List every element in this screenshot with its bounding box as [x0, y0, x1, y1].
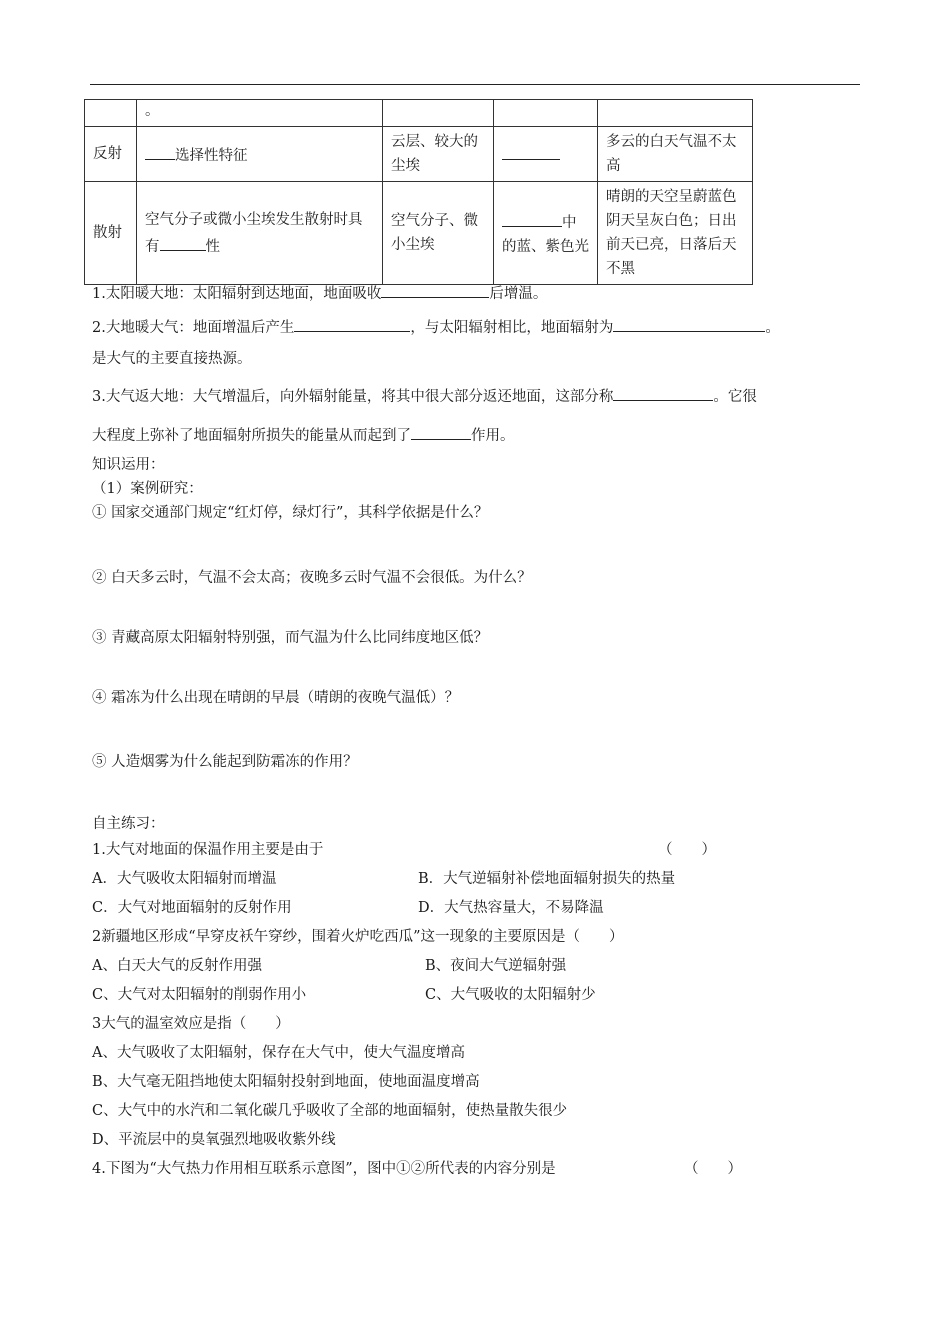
- table-cell: [85, 100, 137, 127]
- option-b[interactable]: B、夜间大气逆辐射强: [425, 958, 567, 974]
- option-c[interactable]: C．大气对地面辐射的反射作用: [92, 900, 292, 916]
- table-cell: 中的蓝、紫色光: [494, 182, 598, 285]
- table-cell: [494, 127, 598, 182]
- fill-blank[interactable]: [613, 382, 713, 401]
- table-cell: 空气分子或微小尘埃发生散射时具有 性: [137, 182, 383, 285]
- fill-q1: 1.太阳暖大地：太阳辐射到达地面，地面吸收 后增温。: [92, 279, 862, 305]
- fill-blank[interactable]: [160, 232, 206, 251]
- table-cell: 晴朗的天空呈蔚蓝色阴天呈灰白色；日出前天已亮，日落后天不黑: [598, 182, 753, 285]
- table-cell: 选择性特征: [137, 127, 383, 182]
- option-d[interactable]: C、大气吸收的太阳辐射少: [425, 987, 596, 1003]
- practice-q1-stem: 1.大气对地面的保温作用主要是由于: [92, 842, 324, 858]
- row-label: 反射: [85, 127, 137, 182]
- table-cell: [598, 100, 753, 127]
- case-question: ② 白天多云时，气温不会太高；夜晚多云时气温不会很低。为什么？: [92, 570, 532, 586]
- option-a[interactable]: A、白天大气的反射作用强: [92, 958, 262, 974]
- table-row: [85, 100, 753, 127]
- case-question: ① 国家交通部门规定“红灯停，绿灯行”，其科学依据是什么？: [92, 505, 489, 521]
- option-b[interactable]: B．大气逆辐射补偿地面辐射损失的热量: [418, 871, 676, 887]
- fill-blank[interactable]: [294, 313, 410, 332]
- table-cell: [137, 100, 383, 127]
- fill-q3: 3.大气返大地：大气增温后，向外辐射能量，将其中很大部分返还地面，这部分称 。它很: [92, 382, 862, 408]
- fill-q2-line2: 是大气的主要直接热源。: [92, 351, 252, 367]
- fill-blank[interactable]: [502, 208, 562, 227]
- table-cell: [494, 100, 598, 127]
- table-cell: 空气分子、微小尘埃: [383, 182, 494, 285]
- option-b[interactable]: B、大气毫无阻挡地使太阳辐射投射到地面，使地面温度增高: [92, 1074, 480, 1090]
- case-heading: （1）案例研究：: [92, 481, 203, 497]
- fill-q2: 2.大地暖大气：地面增温后产生 ，与太阳辐射相比，地面辐射为 。: [92, 313, 862, 339]
- table-cell: 云层、较大的尘埃: [383, 127, 494, 182]
- fill-blank[interactable]: [381, 279, 489, 298]
- knowledge-heading: 知识运用：: [92, 457, 165, 473]
- answer-paren[interactable]: （ ）: [658, 842, 716, 858]
- practice-q4-stem: 4.下图为“大气热力作用相互联系示意图”，图中①②所代表的内容分别是: [92, 1161, 556, 1177]
- option-d[interactable]: D、平流层中的臭氧强烈地吸收紫外线: [92, 1132, 336, 1148]
- cell-text: 。: [145, 103, 160, 119]
- table-row: [85, 127, 753, 182]
- option-a[interactable]: A．大气吸收太阳辐射而增温: [92, 871, 277, 887]
- row-label: 散射: [85, 182, 137, 285]
- answer-paren[interactable]: （ ）: [684, 1161, 742, 1177]
- practice-q3-stem: 3大气的温室效应是指（ ）: [92, 1016, 290, 1032]
- table-cell: 多云的白天气温不太高: [598, 127, 753, 182]
- case-question: ④ 霜冻为什么出现在晴朗的早晨（晴朗的夜晚气温低）？: [92, 690, 460, 706]
- option-a[interactable]: A、大气吸收了太阳辐射，保存在大气中，使大气温度增高: [92, 1045, 465, 1061]
- option-d[interactable]: D．大气热容量大，不易降温: [418, 900, 604, 916]
- fill-q3-line2: 大程度上弥补了地面辐射所损失的能量从而起到了 作用。: [92, 421, 862, 447]
- table-cell: [383, 100, 494, 127]
- fill-blank[interactable]: [411, 421, 471, 440]
- case-question: ⑤ 人造烟雾为什么能起到防霜冻的作用？: [92, 754, 358, 770]
- option-c[interactable]: C、大气中的水汽和二氧化碳几乎吸收了全部的地面辐射，使热量散失很少: [92, 1103, 568, 1119]
- option-c[interactable]: C、大气对太阳辐射的削弱作用小: [92, 987, 307, 1003]
- fill-blank[interactable]: [502, 141, 560, 160]
- practice-q2-stem: 2新疆地区形成“早穿皮袄午穿纱，围着火炉吃西瓜”这一现象的主要原因是（ ）: [92, 929, 624, 945]
- case-question: ③ 青藏高原太阳辐射特别强，而气温为什么比同纬度地区低？: [92, 630, 489, 646]
- header-rule: [90, 84, 860, 85]
- practice-heading: 自主练习：: [92, 816, 165, 832]
- table-row: [85, 182, 753, 285]
- fill-blank[interactable]: [613, 313, 765, 332]
- fill-blank[interactable]: [145, 141, 175, 160]
- radiation-table: [84, 99, 753, 285]
